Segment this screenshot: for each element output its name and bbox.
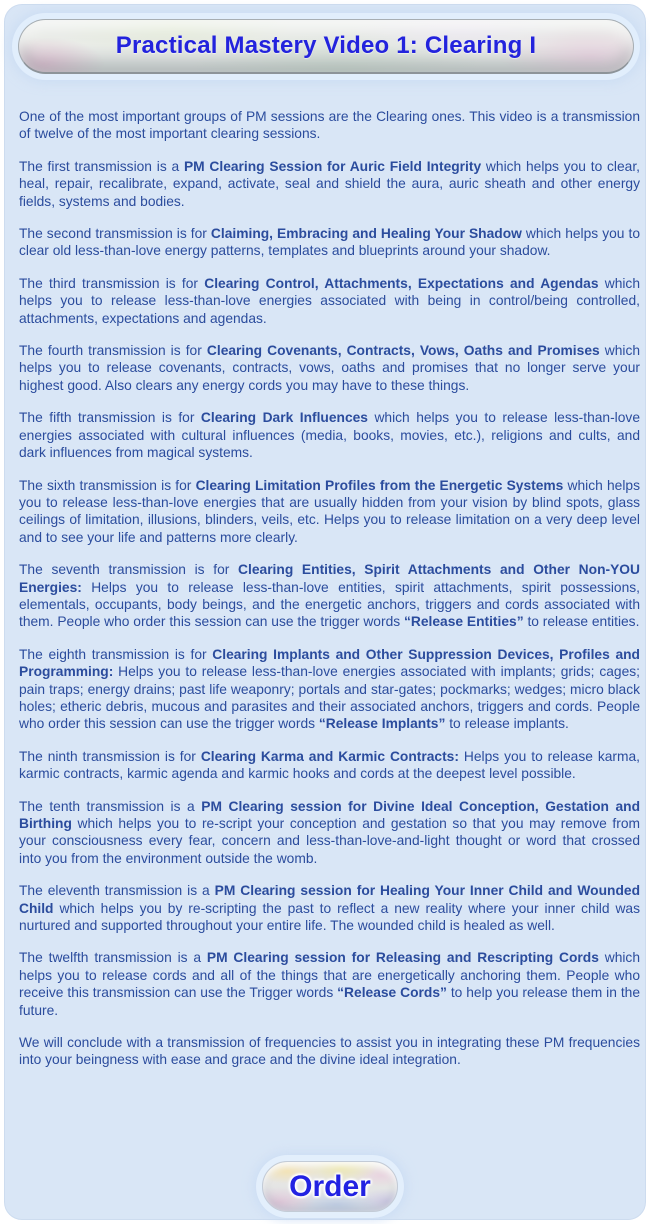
paragraph (19, 1034, 640, 1069)
text-run: which helps you to release covenants, contracts, vows, oaths and promises that no longer serve your highest good. Also clears any energy cords you may have to these things. (19, 343, 641, 393)
bold-phrase: “Release Implants” (318, 716, 446, 732)
text-run: The fourth transmission is for (19, 343, 207, 359)
bold-phrase: PM Clearing session for Healing Your Inner Child and Wounded Child (19, 883, 640, 916)
paragraph (19, 646, 640, 733)
paragraph (19, 409, 640, 461)
bold-phrase: Clearing Control, Attachments, Expectations and Agendas (204, 275, 599, 291)
text-run: The twelfth transmission is a (19, 950, 207, 966)
paragraph (19, 949, 640, 1019)
bold-phrase: “Release Cords” (337, 985, 447, 1001)
text-run: to release entities. (523, 614, 640, 630)
paragraph (19, 798, 640, 868)
bold-phrase: Clearing Dark Influences (200, 410, 368, 426)
text-run: which helps you to re-script your conception and gestation so that you may remove from your consciousness every fear, concern and less-than-love-and-light thought or word that crossed into you from the environment outside the womb. (19, 816, 640, 866)
text-run: to release implants. (445, 716, 569, 732)
text-run: Helps you to release karma, karmic contracts, karmic agenda and karmic hooks and cords at the deepest level possible. (19, 748, 641, 782)
paragraph (19, 342, 640, 394)
text-run: which helps you to release less-than-love energies that are usually hidden from your vision by blind spots, glass ceilings of limitation, illusions, blinders, veils, etc. Helps you to release limitation on a very deep level and to see your life and patterns more clearly. (19, 477, 640, 545)
text-run: The first transmission is a (19, 158, 184, 174)
text-run: The eighth transmission is for (19, 646, 213, 662)
content-panel (4, 4, 646, 1220)
page-title: Practical Mastery Video 1: Clearing I (115, 32, 537, 59)
order-button[interactable] (262, 1161, 398, 1212)
paragraph (19, 275, 640, 327)
text-run: The tenth transmission is a (19, 798, 202, 814)
text-run: The seventh transmission is for (19, 562, 239, 578)
description-paragraphs (19, 108, 640, 1084)
text-run: The second transmission is for (19, 226, 211, 242)
bold-phrase: Claiming, Embracing and Healing Your Shadow (210, 226, 522, 242)
text-run: Helps you to release less-than-love energies associated with implants; grids; cages; pain traps; energy drains; past life weaponry; portals and star-gates; pockmarks; wedges; micro black holes; etheric debris, mucous and parasites and their associated anchors, triggers and cords. People who order this session can use the trigger words (19, 664, 640, 732)
bold-phrase: Clearing Entities, Spirit Attachments and Other Non-YOU Energies: (19, 562, 640, 595)
bold-phrase: Clearing Implants and Other Suppression Devices, Profiles and Programming: (19, 646, 640, 680)
text-run: The sixth transmission is for (19, 477, 196, 493)
paragraph (19, 477, 640, 547)
bold-phrase: Clearing Covenants, Contracts, Vows, Oaths and Promises (206, 343, 600, 359)
paragraph (19, 158, 640, 210)
text-run: to help you release them in the future. (19, 985, 641, 1018)
text-run: which helps you to clear old less-than-love energy patterns, templates and blueprints around your shadow. (19, 226, 641, 259)
text-run: The third transmission is for (19, 275, 205, 291)
text-run: which helps you to clear, heal, repair, recalibrate, expand, activate, seal and shield the aura, auric sheath and other energy fields, systems and bodies. (19, 158, 640, 209)
bold-phrase: PM Clearing session for Releasing and Rescripting Cords (206, 950, 599, 966)
text-run: The fifth transmission is for (19, 410, 201, 426)
text-run: The eleventh transmission is a (19, 883, 215, 899)
bold-phrase: “Release Entities” (403, 614, 524, 630)
bold-phrase: PM Clearing session for Divine Ideal Conception, Gestation and Birthing (19, 798, 641, 831)
paragraph (19, 748, 640, 783)
text-run: One of the most important groups of PM sessions are the Clearing ones. This video is a transmission of twelve of the most important clearing sessions. (19, 109, 640, 142)
bold-phrase: Clearing Limitation Profiles from the Energetic Systems (195, 477, 564, 493)
paragraph (19, 108, 640, 143)
text-run: which helps you to release less-than-love energies associated with being in control/being controlled, attachments, expectations and agendas. (19, 275, 640, 326)
paragraph (19, 882, 640, 934)
paragraph (19, 561, 640, 631)
order-button-label: Order (289, 1169, 371, 1203)
text-run: The ninth transmission is for (19, 748, 201, 764)
bold-phrase: Clearing Karma and Karmic Contracts: (200, 748, 459, 764)
bold-phrase: PM Clearing Session for Auric Field Integrity (183, 158, 482, 174)
title-banner (18, 19, 634, 74)
text-run: which helps you to release less-than-love energies associated with cultural influences (media, books, movies, etc.), religions and cults, and dark influences from magical systems. (19, 410, 640, 461)
text-run: Helps you to release less-than-love entities, spirit attachments, spirit possessions, elementals, occupants, body beings, and the energetic anchors, triggers and cords associated with them. People who order this session can use the trigger words (19, 579, 640, 630)
paragraph (19, 225, 640, 260)
text-run: We will conclude with a transmission of frequencies to assist you in integrating these PM frequencies into your beingness with ease and grace and the divine ideal integration. (19, 1035, 640, 1068)
text-run: which helps you by re-scripting the past to reflect a new reality where your inner child was nurtured and supported throughout your entire life. The wounded child is healed as well. (19, 900, 640, 934)
text-run: which helps you to release cords and all of the things that are energetically anchoring them. People who receive this transmission can use the Trigger words (19, 950, 640, 1001)
